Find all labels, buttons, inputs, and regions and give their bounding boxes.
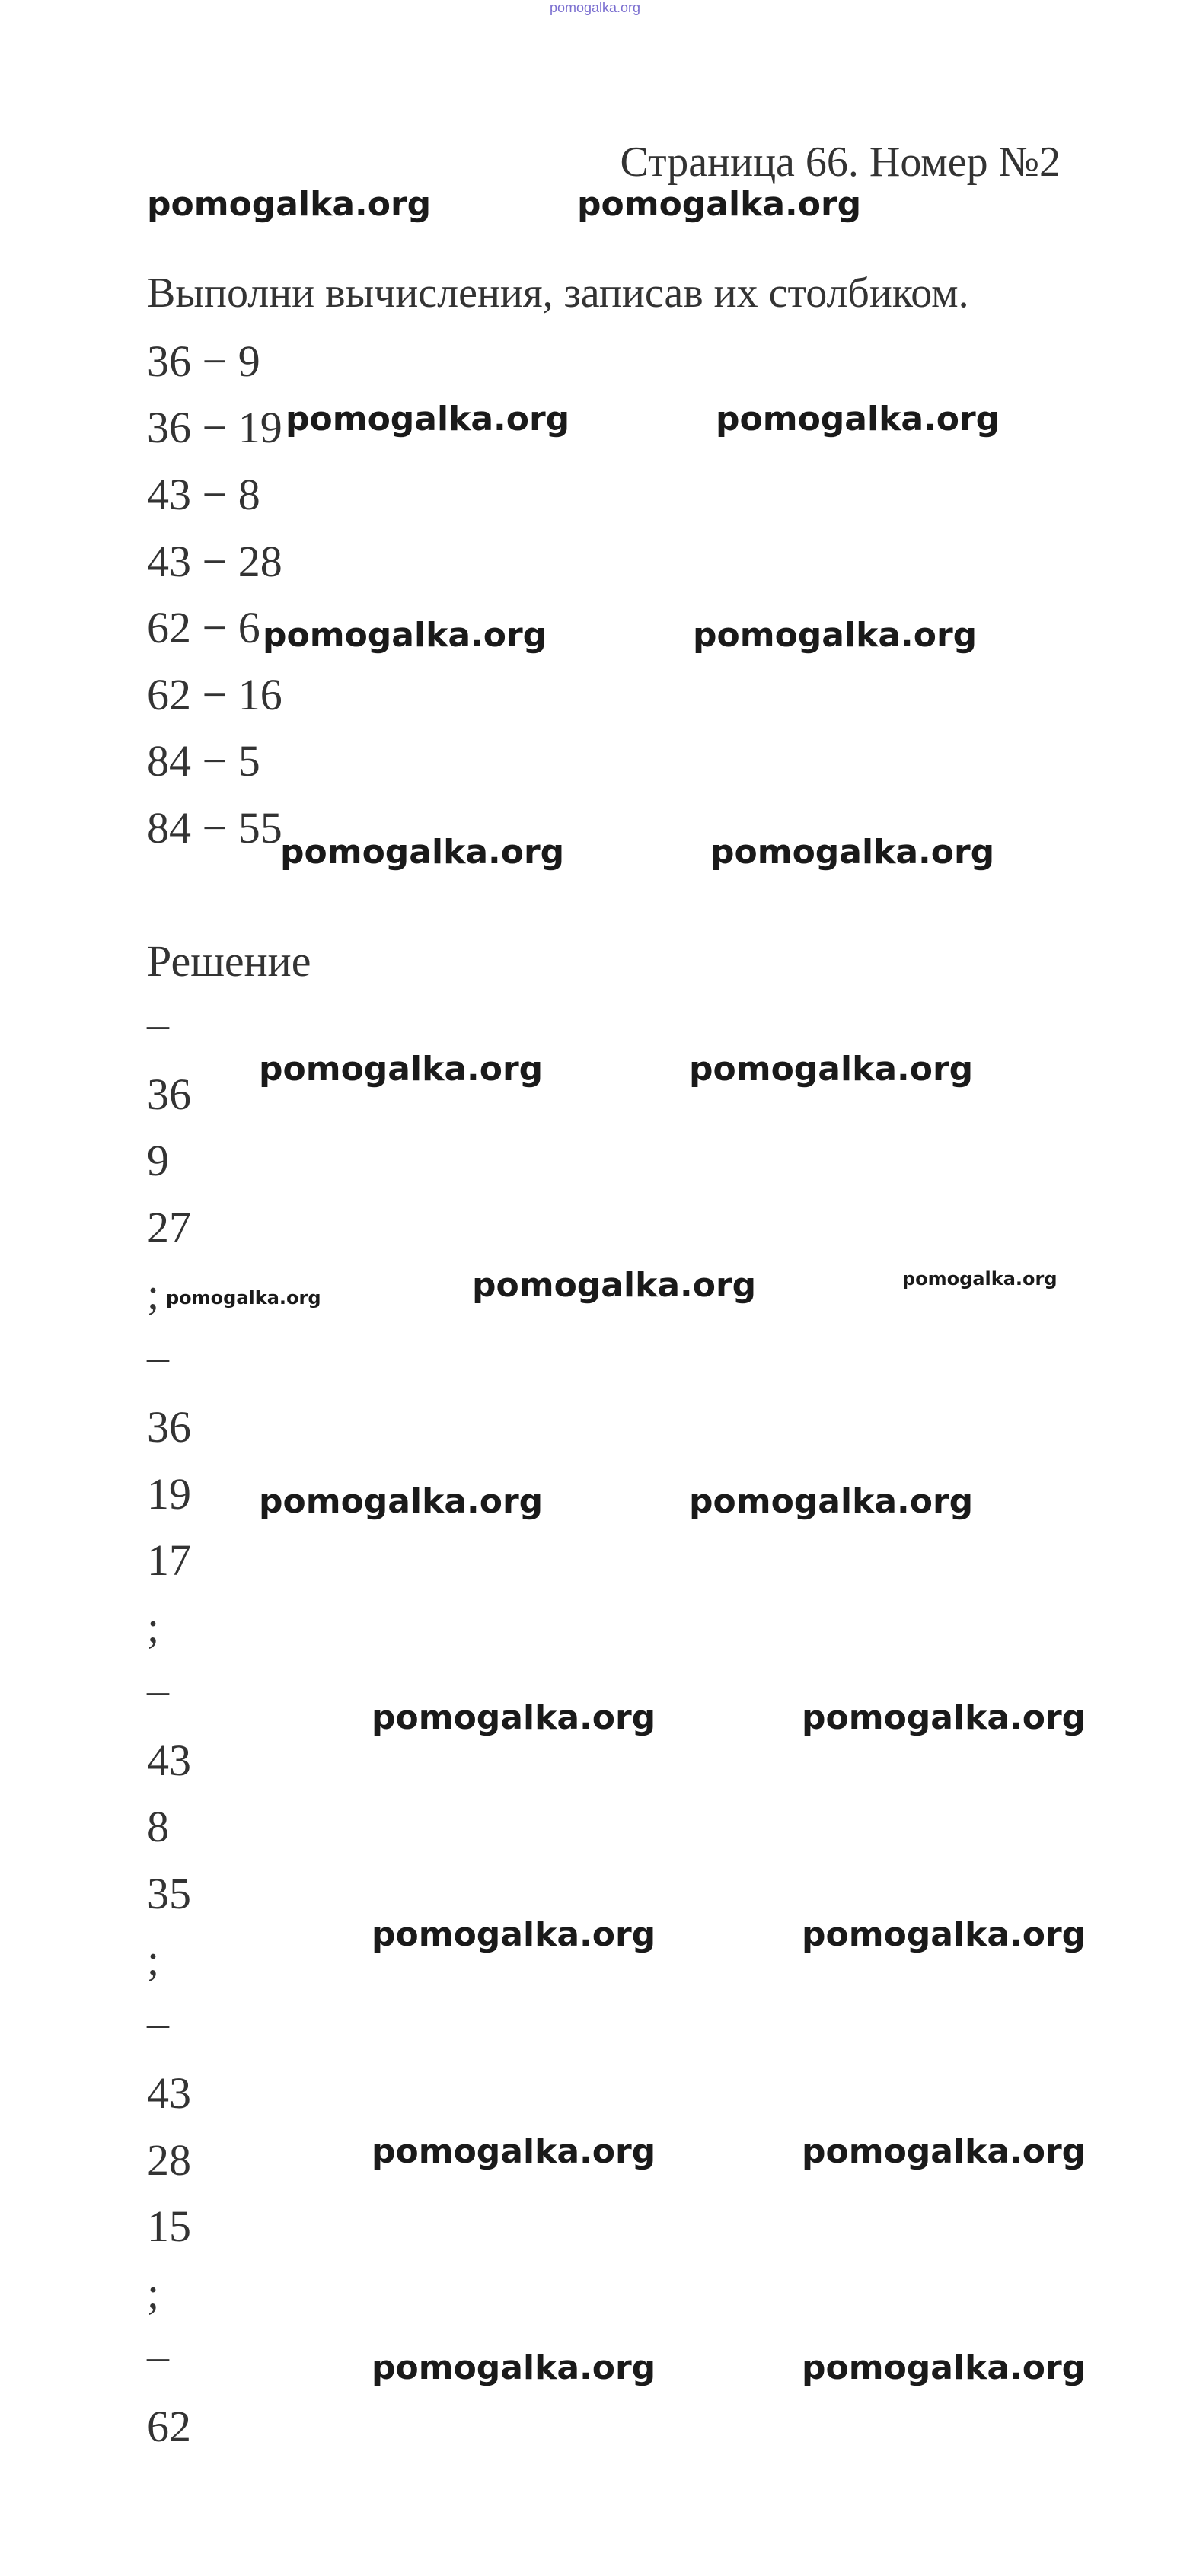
watermark: pomogalka.org bbox=[372, 2348, 656, 2387]
solution-line: ; bbox=[147, 1269, 160, 1318]
solution-line: 43 bbox=[147, 2068, 191, 2118]
watermark: pomogalka.org bbox=[716, 400, 1000, 438]
watermark: pomogalka.org bbox=[147, 185, 432, 224]
exercise-line: 84 − 55 bbox=[147, 803, 282, 853]
watermark: pomogalka.org bbox=[259, 1050, 544, 1089]
exercise-line: 62 − 6 bbox=[147, 603, 260, 652]
site-watermark-top: pomogalka.org bbox=[549, 0, 641, 15]
solution-line: ; bbox=[147, 1602, 160, 1652]
solution-line: 43 bbox=[147, 1736, 191, 1785]
solution-line: 9 bbox=[147, 1136, 169, 1185]
page-title: Страница 66. Номер №2 bbox=[620, 139, 1061, 186]
solution-line: 28 bbox=[147, 2135, 191, 2185]
exercise-line: 84 − 5 bbox=[147, 736, 260, 786]
solution-line: 8 bbox=[147, 1802, 169, 1851]
solution-line: ; bbox=[147, 1935, 160, 1985]
watermark: pomogalka.org bbox=[286, 400, 570, 438]
watermark: pomogalka.org bbox=[902, 1268, 1058, 1290]
watermark: pomogalka.org bbox=[372, 1915, 656, 1954]
watermark: pomogalka.org bbox=[710, 833, 995, 872]
exercise-line: 36 − 19 bbox=[147, 403, 282, 452]
watermark: pomogalka.org bbox=[802, 1698, 1086, 1737]
watermark: pomogalka.org bbox=[577, 185, 862, 224]
exercise-line: 62 − 16 bbox=[147, 670, 282, 719]
solution-line: 15 bbox=[147, 2201, 191, 2251]
solution-line: ; bbox=[147, 2268, 160, 2318]
solution-line: – bbox=[147, 1331, 169, 1381]
solution-line: – bbox=[147, 1665, 169, 1714]
solution-title: Решение bbox=[147, 936, 311, 986]
exercise-line: 36 − 9 bbox=[147, 336, 260, 386]
solution-line: 17 bbox=[147, 1535, 191, 1585]
solution-line: 27 bbox=[147, 1203, 191, 1252]
watermark: pomogalka.org bbox=[372, 1698, 656, 1737]
watermark: pomogalka.org bbox=[689, 1482, 974, 1521]
solution-line: 62 bbox=[147, 2402, 191, 2451]
watermark: pomogalka.org bbox=[166, 1287, 321, 1309]
watermark: pomogalka.org bbox=[280, 833, 565, 872]
solution-line: – bbox=[147, 999, 169, 1048]
watermark: pomogalka.org bbox=[802, 1915, 1086, 1954]
solution-line: – bbox=[147, 2331, 169, 2380]
watermark: pomogalka.org bbox=[802, 2132, 1086, 2171]
watermark: pomogalka.org bbox=[259, 1482, 544, 1521]
solution-line: 36 bbox=[147, 1402, 191, 1452]
watermark: pomogalka.org bbox=[263, 616, 547, 655]
solution-line: 36 bbox=[147, 1070, 191, 1119]
exercise-line: 43 − 28 bbox=[147, 537, 282, 586]
watermark: pomogalka.org bbox=[689, 1050, 974, 1089]
task-text: Выполни вычисления, записав их столбиком. bbox=[147, 269, 969, 317]
solution-line: – bbox=[147, 1997, 169, 2047]
watermark: pomogalka.org bbox=[693, 616, 978, 655]
exercise-line: 43 − 8 bbox=[147, 470, 260, 519]
solution-line: 19 bbox=[147, 1469, 191, 1519]
solution-line: 35 bbox=[147, 1869, 191, 1918]
watermark: pomogalka.org bbox=[472, 1266, 757, 1305]
watermark: pomogalka.org bbox=[802, 2348, 1086, 2387]
watermark: pomogalka.org bbox=[372, 2132, 656, 2171]
